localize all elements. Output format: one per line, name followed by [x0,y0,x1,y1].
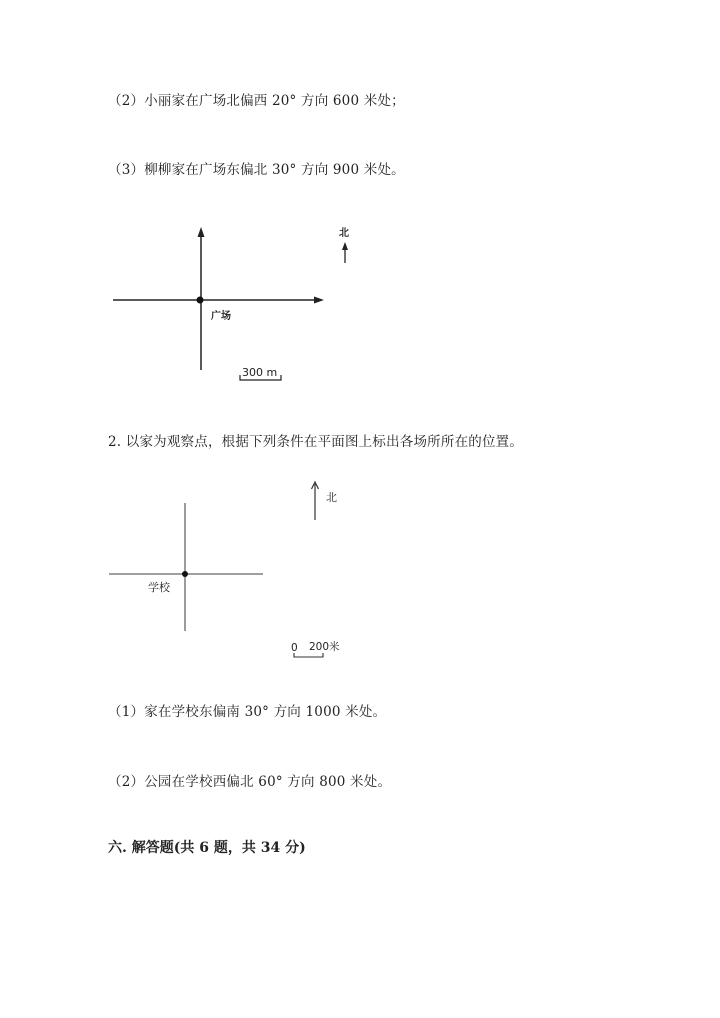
plaza-center-label: 广场 [211,311,231,322]
school-center-label: 学校 [148,581,170,594]
q2-prompt-text: 2. 以家为观察点，根据下列条件在平面图上标出各场所所在的位置。 [108,434,524,450]
plaza-north-label: 北 [339,228,349,239]
section6-title: 六. 解答题(共 6 题，共 34 分) [108,840,306,856]
school-north-label: 北 [326,491,337,504]
q1-item2-text: （2）小丽家在广场北偏西 20° 方向 600 米处； [108,93,405,109]
q2-item1-text: （1）家在学校东偏南 30° 方向 1000 米处。 [108,704,387,720]
plaza-scale-label: 300 m [242,366,278,379]
school-scale-zero: 0 [291,642,298,654]
q1-item3-text: （3）柳柳家在广场东偏北 30° 方向 900 米处。 [108,162,405,178]
school-scale-bar [294,653,323,657]
school-scale-label: 200米 [309,641,340,653]
q2-item2-text: （2）公园在学校西偏北 60° 方向 800 米处。 [108,774,392,790]
school-center-point [182,571,188,577]
